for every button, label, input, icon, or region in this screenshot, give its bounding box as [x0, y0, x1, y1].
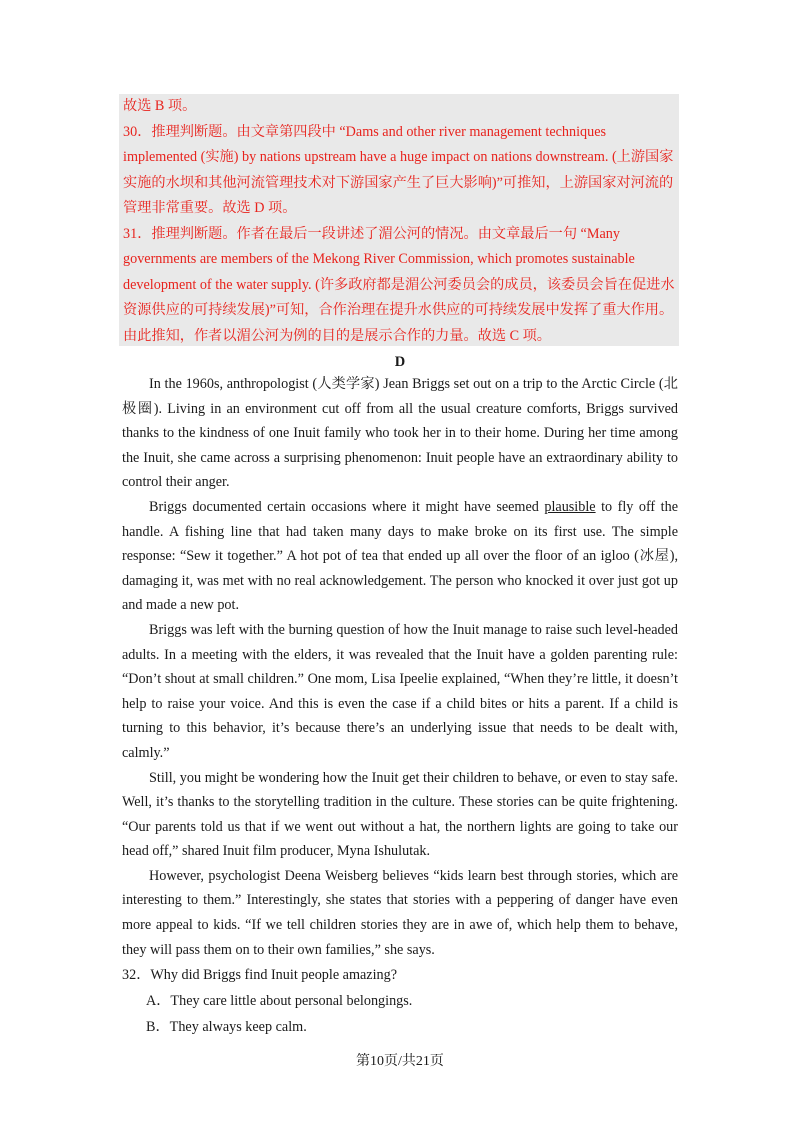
passage-line: the Inuit, she came across a surprising phenomenon: Inuit people have an extraordinary ability to — [122, 449, 678, 466]
answer-line: development of the water supply. (许多政府都是湄公河委员会的成员，该委员会旨在促进水 — [123, 276, 675, 293]
page-number: 第10页/共21页 — [356, 1054, 444, 1069]
reading-passage — [122, 372, 678, 962]
question-32 — [122, 962, 678, 1040]
passage-line: Still, you might be wondering how the Inuit get their children to behave, or even to stay safe. — [149, 769, 678, 786]
paragraph-3 — [122, 618, 678, 766]
paragraph-4 — [122, 766, 678, 864]
passage-line — [122, 495, 678, 520]
passage-line: head off,” shared Inuit film producer, Myna Ishulutak. — [122, 843, 431, 860]
passage-line: In the 1960s, anthropologist (人类学家) Jean Briggs set out on a trip to the Arctic Circle (北 — [149, 376, 678, 392]
passage-line: damaging it, was met with no real acknowledgement. The person who knocked it over just got up — [122, 572, 678, 589]
answer-line: 故选 B 项。 — [123, 98, 197, 114]
passage-line: adults. In a meeting with the elders, it was revealed that the Inuit have a golden parenting rule: — [122, 646, 678, 663]
passage-line: handle. A fishing line that had taken many days to make broke on its first use. The simple — [122, 523, 678, 540]
answer-line: 由此推知，作者以湄公河为例的目的是展示合作的力量。故选 C 项。 — [123, 327, 551, 344]
passage-line: turning to this behavior, it’s because there’s an underlying issue that needs to be dealt with, — [122, 720, 678, 737]
answer-explanation-text — [119, 94, 679, 349]
passage-line: interesting to them.” Interestingly, she states that stories with a peppering of danger have even — [122, 892, 678, 909]
option-b[interactable]: B．They always keep calm. — [146, 1019, 307, 1035]
passage-line: they will pass them on to their own families,” she says. — [122, 941, 435, 958]
passage-line: “Don’t shout at small children.” One mom, Lisa Ipeelie explained, “When they’re little, it doesn’t — [122, 671, 678, 688]
answer-line: 31．推理判断题。作者在最后一段讲述了湄公河的情况。由文章最后一句 “Many — [123, 225, 620, 242]
answer-line: 资源供应的可持续发展)”可知，合作治理在提升水供应的可持续发展中发挥了重大作用。 — [123, 302, 674, 318]
passage-line: thanks to the kindness of one Inuit family who took her in to their home. During her time among — [122, 425, 678, 442]
underlined-word: plausible — [544, 498, 596, 515]
passage-line: Briggs was left with the burning question of how the Inuit manage to raise such level-headed — [149, 621, 678, 638]
passage-line: calmly.” — [122, 744, 170, 761]
passage-line: response: “Sew it together.” A hot pot of tea that ended up all over the floor of an igloo (冰屋), — [122, 548, 678, 565]
passage-line: more appeal to kids. “If we tell children stories they are in awe of, which help them to behave, — [122, 917, 678, 934]
answer-line: 实施的水坝和其他河流管理技术对下游国家产生了巨大影响)”可推知，上游国家对河流的 — [123, 174, 674, 191]
passage-line: However, psychologist Deena Weisberg believes “kids learn best through stories, which are — [149, 867, 678, 884]
section-title: D — [394, 354, 406, 370]
passage-line: control their anger. — [122, 474, 230, 491]
answer-line: 30．推理判断题。由文章第四段中 “Dams and other river management techniques — [123, 123, 607, 140]
passage-line: “Our parents told us that if we went out without a hat, the northern lights are going to take our — [122, 818, 678, 835]
passage-line: help to raise your voice. And this is even the case if a child bites or hits a parent. If a child is — [122, 695, 678, 712]
passage-line: 极圈). Living in an environment cut off from all the usual creature comforts, Briggs survived — [122, 400, 678, 417]
passage-text: to fly off the — [595, 498, 678, 515]
option-a[interactable]: A．They care little about personal belongings. — [146, 993, 413, 1009]
answer-line: implemented (实施) by nations upstream have a huge impact on nations downstream. (上游国家 — [123, 149, 674, 165]
answer-line: governments are members of the Mekong River Commission, which promotes sustainable — [123, 251, 635, 267]
answer-line: 管理非常重要。故选 D 项。 — [123, 200, 297, 216]
paragraph-1 — [122, 372, 678, 495]
passage-text: Briggs documented certain occasions where it might have seemed — [149, 498, 545, 515]
passage-line: and made a new pot. — [122, 597, 240, 614]
answer-explanation-box — [119, 94, 679, 346]
paragraph-2 — [122, 495, 678, 618]
passage-line: Well, it’s thanks to the storytelling tradition in the culture. These stories can be quite frightening. — [122, 794, 678, 811]
paragraph-5 — [122, 864, 678, 962]
question-stem: 32．Why did Briggs find Inuit people amazing? — [122, 967, 398, 983]
